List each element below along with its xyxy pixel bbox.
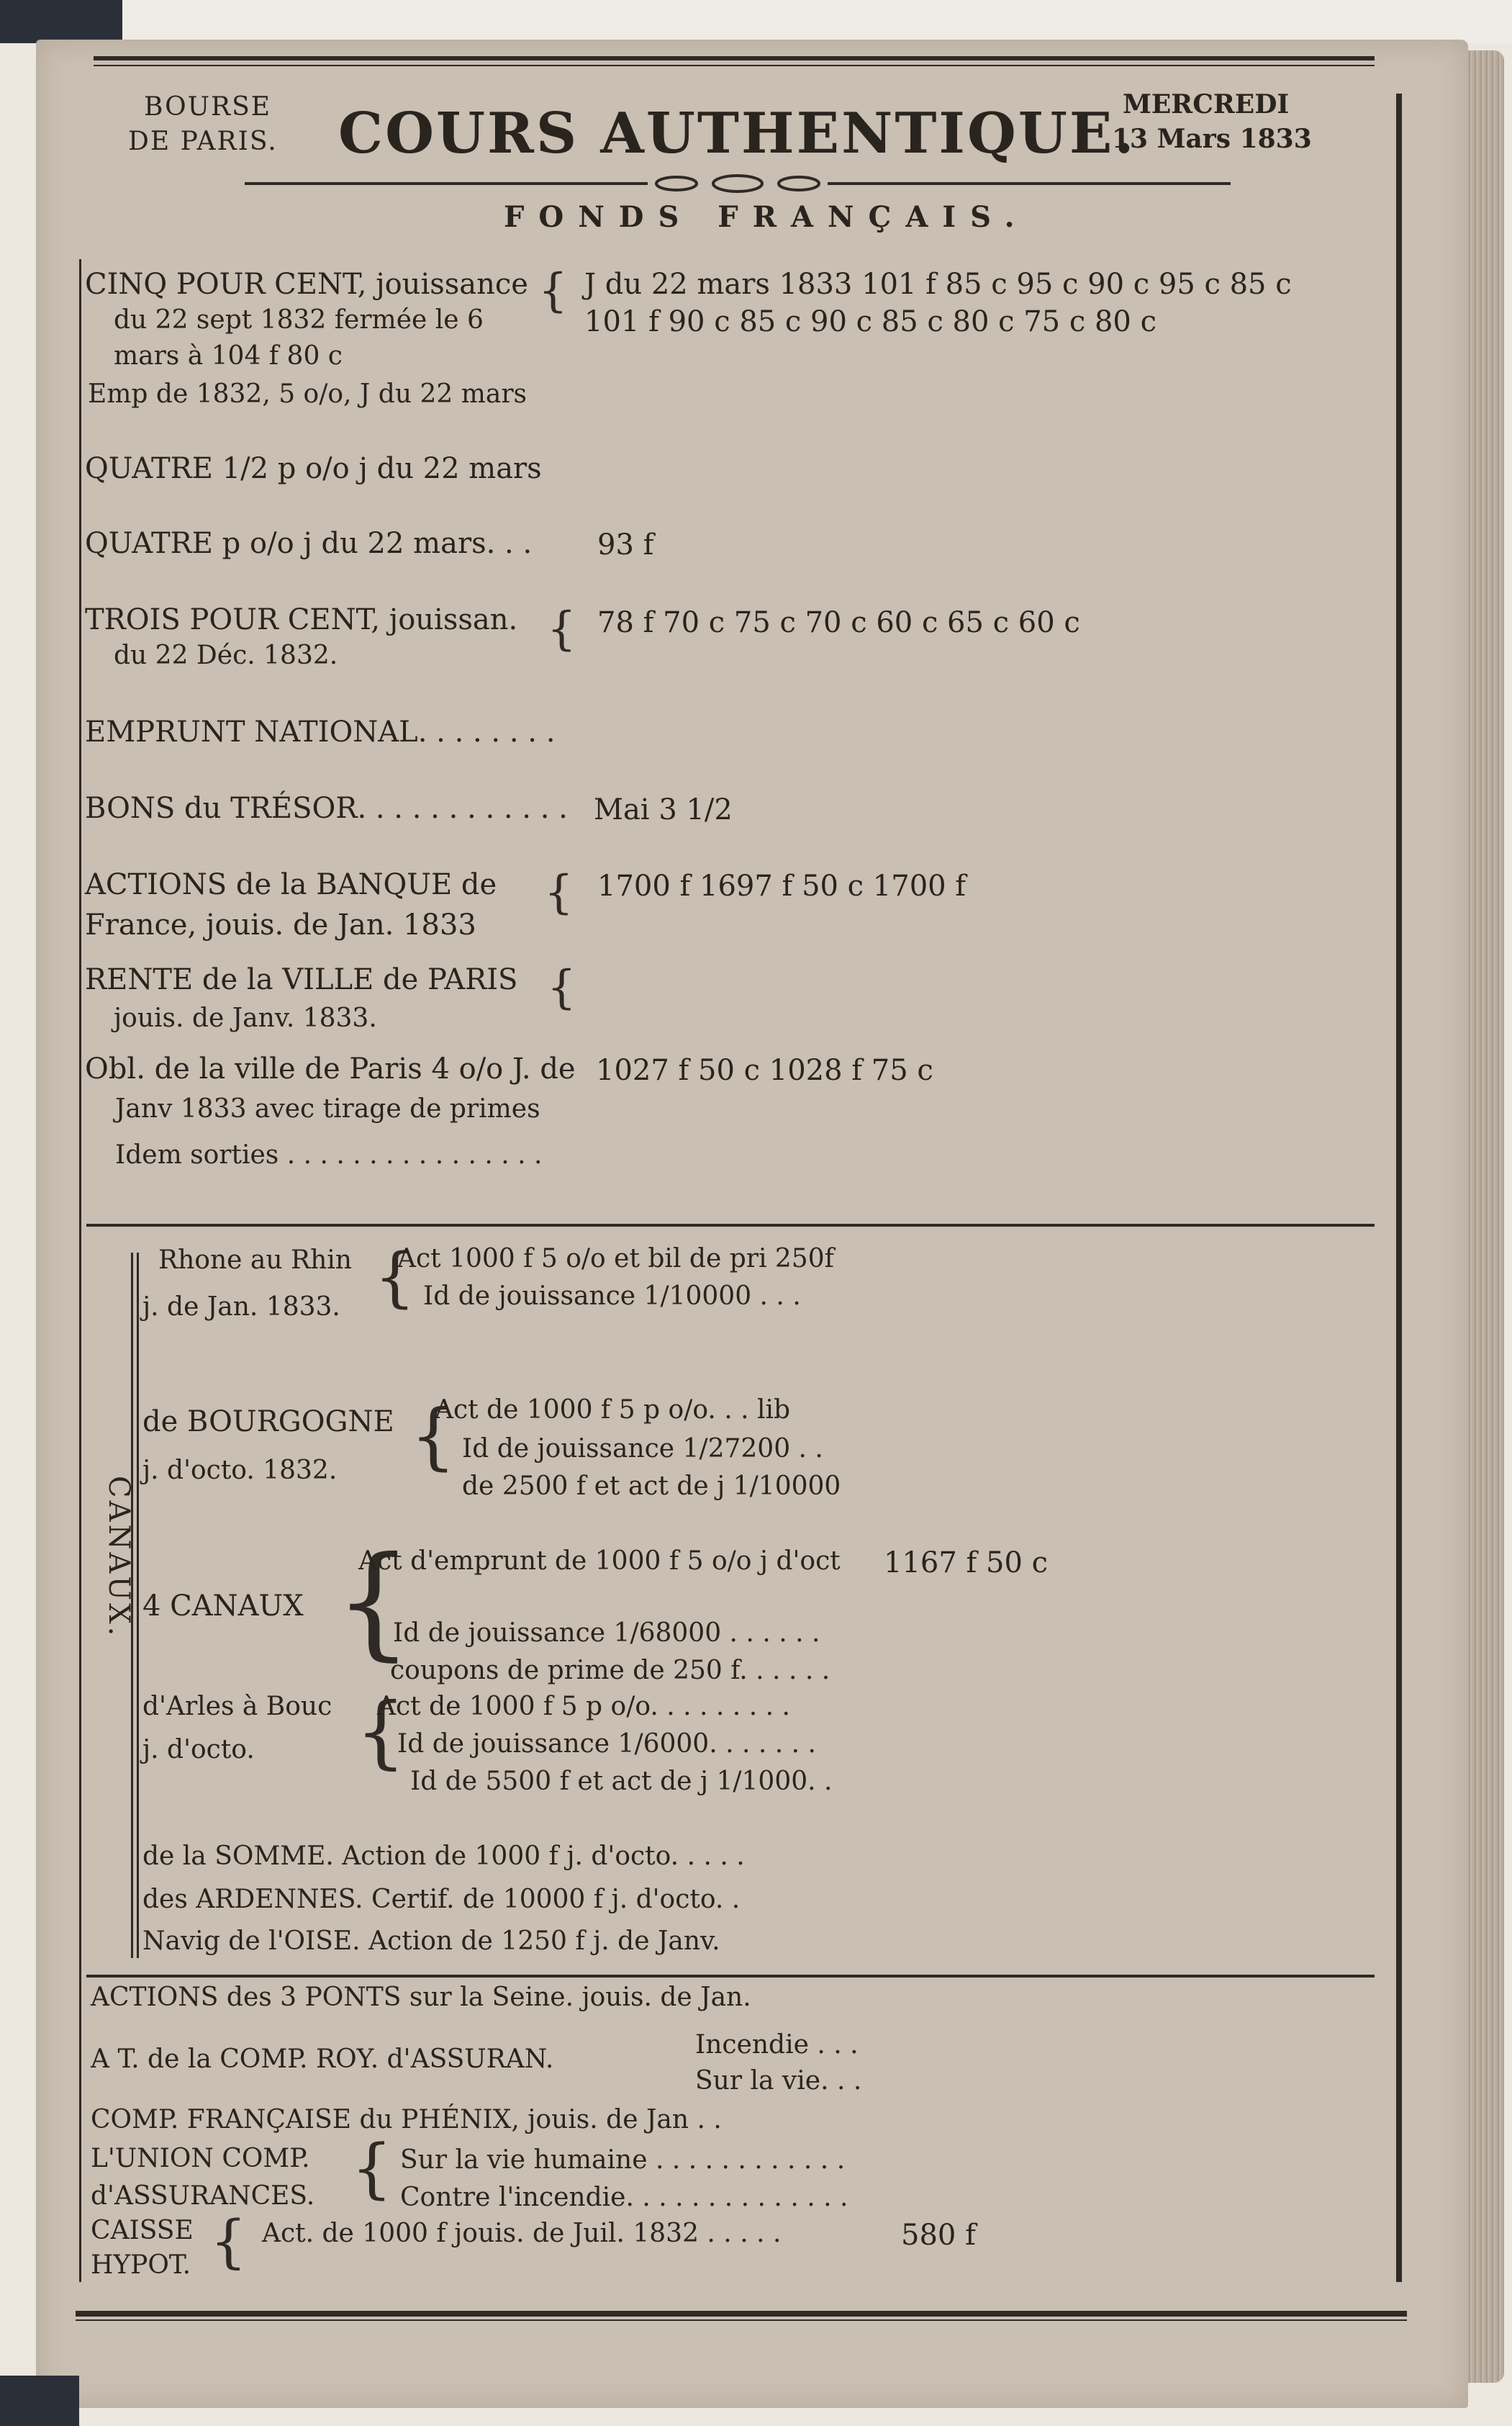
bourgogne-label-1: de BOURGOGNE (142, 1405, 394, 1438)
caisse-label-1: CAISSE (91, 2216, 194, 2245)
binding-spine (0, 0, 122, 43)
somme-row: de la SOMME. Action de 1000 f j. d'octo. . . . . (142, 1841, 745, 1871)
section-divider-2 (86, 1975, 1375, 1978)
quatre-canaux-detail-1: Act d'emprunt de 1000 f 5 o/o j d'oct (358, 1546, 841, 1576)
bourgogne-detail-2: Id de jouissance 1/27200 . . (462, 1434, 823, 1464)
quatre-canaux-detail-3: coupons de prime de 250 f. . . . . . (390, 1656, 830, 1685)
arles-detail-3: Id de 5500 f et act de j 1/1000. . (410, 1767, 833, 1796)
arles-brace: { (356, 1685, 406, 1777)
right-frame-rule (1396, 94, 1402, 2282)
banque-values: 1700 f 1697 f 50 c 1700 f (597, 870, 966, 903)
caisse-label-2: HYPOT. (91, 2250, 191, 2280)
trois-label-1: TROIS POUR CENT, jouissan. (85, 603, 518, 636)
cinq-label-1: CINQ POUR CENT, jouissance (85, 268, 528, 301)
bourgogne-detail-3: de 2500 f et act de j 1/10000 (462, 1471, 841, 1501)
quatre-canaux-detail-2: Id de jouissance 1/68000 . . . . . . (393, 1618, 820, 1648)
rente-brace: { (547, 961, 576, 1014)
union-vie: Sur la vie humaine . . . . . . . . . . . . (400, 2145, 846, 2175)
rhone-detail-2: Id de jouissance 1/10000 . . . (423, 1281, 801, 1311)
quatre-canaux-value: 1167 f 50 c (884, 1546, 1049, 1579)
arles-detail-2: Id de jouissance 1/6000. . . . . . . (397, 1729, 816, 1759)
obl-label-2: Janv 1833 avec tirage de primes (115, 1094, 540, 1124)
rhone-detail-1: Act 1000 f 5 o/o et bil de pri 250f (397, 1244, 834, 1273)
cinq-label-3: mars à 104 f 80 c (114, 341, 343, 371)
top-double-rule (94, 56, 1375, 60)
header-left-line2: DE PARIS. (128, 127, 278, 156)
caisse-detail: Act. de 1000 f jouis. de Juil. 1832 . . . . . (262, 2219, 782, 2248)
bourgogne-brace: { (410, 1394, 456, 1478)
binding-spine-bottom (0, 2376, 79, 2426)
phenix-row: COMP. FRANÇAISE du PHÉNIX, jouis. de Jan . . (91, 2105, 722, 2134)
rhone-label-2: j. de Jan. 1833. (142, 1292, 340, 1322)
assurance-label: A T. de la COMP. ROY. d'ASSURAN. (91, 2044, 554, 2074)
quatre-canaux-label: 4 CANAUX (142, 1589, 304, 1623)
bottom-rule (76, 2311, 1407, 2317)
ardennes-row: des ARDENNES. Certif. de 10000 f j. d'octo. . (142, 1885, 741, 1914)
bons-value: Mai 3 1/2 (594, 793, 733, 826)
banque-label-1: ACTIONS de la BANQUE de (85, 868, 497, 901)
cinq-values-1: J du 22 mars 1833 101 f 85 c 95 c 90 c 95 c 85 c (584, 268, 1292, 301)
banque-brace: { (544, 866, 574, 919)
quatre-demi-label: QUATRE 1/2 p o/o j du 22 mars (85, 452, 542, 485)
quatre-canaux-brace: { (335, 1530, 413, 1673)
bourgogne-detail-1: Act de 1000 f 5 p o/o. . . lib (435, 1395, 791, 1425)
cinq-label-2: du 22 sept 1832 fermée le 6 (114, 305, 484, 335)
cinq-values-2: 101 f 90 c 85 c 90 c 85 c 80 c 75 c 80 c (584, 305, 1156, 338)
cinq-brace: { (538, 264, 568, 317)
ornament-divider-icon (245, 174, 1231, 193)
rhone-brace: { (374, 1240, 416, 1315)
banque-label-2: France, jouis. de Jan. 1833 (85, 908, 476, 942)
obl-label-1: Obl. de la ville de Paris 4 o/o J. de (85, 1052, 576, 1086)
union-label-2: d'ASSURANCES. (91, 2181, 315, 2211)
section-divider-1 (86, 1224, 1375, 1227)
ponts-row: ACTIONS des 3 PONTS sur la Seine. jouis. de Jan. (91, 1983, 751, 2012)
rente-label-1: RENTE de la VILLE de PARIS (85, 963, 518, 996)
header-left-line1: BOURSE (144, 92, 272, 122)
left-frame-rule (79, 259, 81, 2282)
rente-label-2: jouis. de Janv. 1833. (114, 1004, 377, 1033)
union-label-1: L'UNION COMP. (91, 2144, 310, 2173)
assurance-incendie: Incendie . . . (695, 2030, 859, 2060)
page-title: COURS AUTHENTIQUE. (338, 101, 1136, 166)
arles-detail-1: Act de 1000 f 5 p o/o. . . . . . . . . (377, 1692, 790, 1721)
trois-brace: { (547, 603, 576, 656)
obl-values: 1027 f 50 c 1028 f 75 c (596, 1054, 933, 1087)
trois-values: 78 f 70 c 75 c 70 c 60 c 65 c 60 c (597, 606, 1080, 639)
arles-label-1: d'Arles à Bouc (142, 1692, 332, 1721)
section-heading: FONDS FRANÇAIS. (504, 200, 1029, 234)
top-thin-rule (94, 65, 1375, 66)
canaux-vertical-label (94, 1476, 135, 1639)
union-brace: { (351, 2131, 393, 2206)
header-right-line1: MERCREDI (1123, 89, 1290, 120)
header-date: 13 Mars 1833 (1112, 124, 1312, 154)
oise-row: Navig de l'OISE. Action de 1250 f j. de Janv. (142, 1926, 720, 1956)
rhone-label-1: Rhone au Rhin (158, 1245, 352, 1275)
emp-1832-label: Emp de 1832, 5 o/o, J du 22 mars (88, 379, 527, 409)
bottom-thin-rule (76, 2319, 1407, 2321)
caisse-value: 580 f (901, 2219, 976, 2252)
arles-label-2: j. d'octo. (142, 1735, 255, 1764)
obl-label-3: Idem sorties . . . . . . . . . . . . . . . . (115, 1140, 543, 1170)
emprunt-label: EMPRUNT NATIONAL. . . . . . . . (85, 716, 556, 749)
quatre-label: QUATRE p o/o j du 22 mars. . . (85, 527, 533, 560)
union-incendie: Contre l'incendie. . . . . . . . . . . . . . (400, 2183, 848, 2212)
background-strip (0, 0, 1512, 43)
bons-label: BONS du TRÉSOR. . . . . . . . . . . . (85, 792, 568, 825)
quatre-value: 93 f (597, 528, 654, 562)
trois-label-2: du 22 Déc. 1832. (114, 641, 338, 670)
assurance-vie: Sur la vie. . . (695, 2066, 862, 2096)
bourgogne-label-2: j. d'octo. 1832. (142, 1456, 338, 1485)
caisse-brace: { (210, 2208, 247, 2275)
canaux-label-text: CANAUX. (102, 1476, 135, 1639)
